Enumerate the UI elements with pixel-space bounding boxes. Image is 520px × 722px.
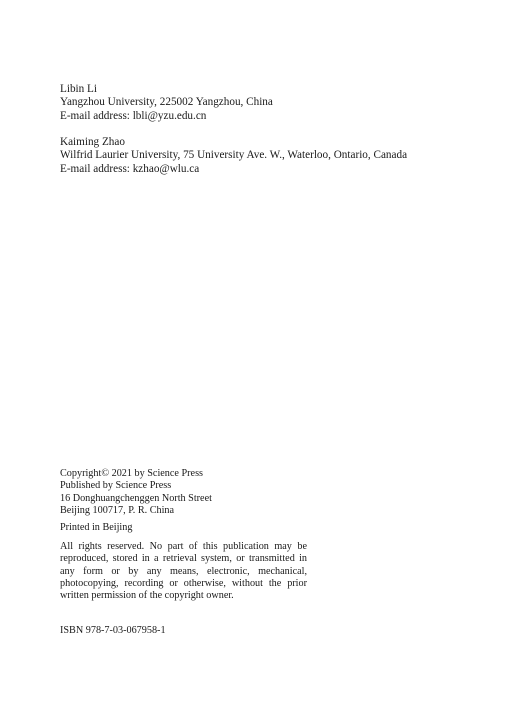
rights-line: All rights reserved. No part of this publication may be xyxy=(60,541,307,552)
publisher-line: Published by Science Press xyxy=(60,480,172,492)
author-info-2 xyxy=(60,136,407,176)
printed-location: Printed in Beijing xyxy=(60,522,133,533)
rights-line: written permission of the copyright owner. xyxy=(60,590,234,602)
isbn-number: ISBN 978-7-03-067958-1 xyxy=(60,625,166,636)
author-name: Kaiming Zhao xyxy=(60,136,125,148)
author-email: E-mail address: lbli@yzu.edu.cn xyxy=(60,109,207,122)
city-line: Beijing 100717, P. R. China xyxy=(60,505,175,517)
author-name: Libin Li xyxy=(60,83,97,95)
author-affiliation: Yangzhou University, 225002 Yangzhou, China xyxy=(60,96,273,109)
copyright-line: Copyright© 2021 by Science Press xyxy=(60,468,203,479)
rights-line: reproduced, stored in a retrieval system, or transmitted in xyxy=(60,553,307,565)
rights-line: photocopying, recording or otherwise, without the prior xyxy=(60,577,307,589)
copyright-block xyxy=(60,468,212,518)
rights-line: any form or by any means, electronic, mechanical, xyxy=(60,565,307,577)
author-email: E-mail address: kzhao@wlu.ca xyxy=(60,162,200,175)
author-info-1 xyxy=(60,83,273,123)
rights-statement xyxy=(60,541,307,602)
author-affiliation: Wilfrid Laurier University, 75 University Ave. W., Waterloo, Ontario, Canada xyxy=(60,149,408,162)
address-line: 16 Donghuangchenggen North Street xyxy=(60,492,212,504)
